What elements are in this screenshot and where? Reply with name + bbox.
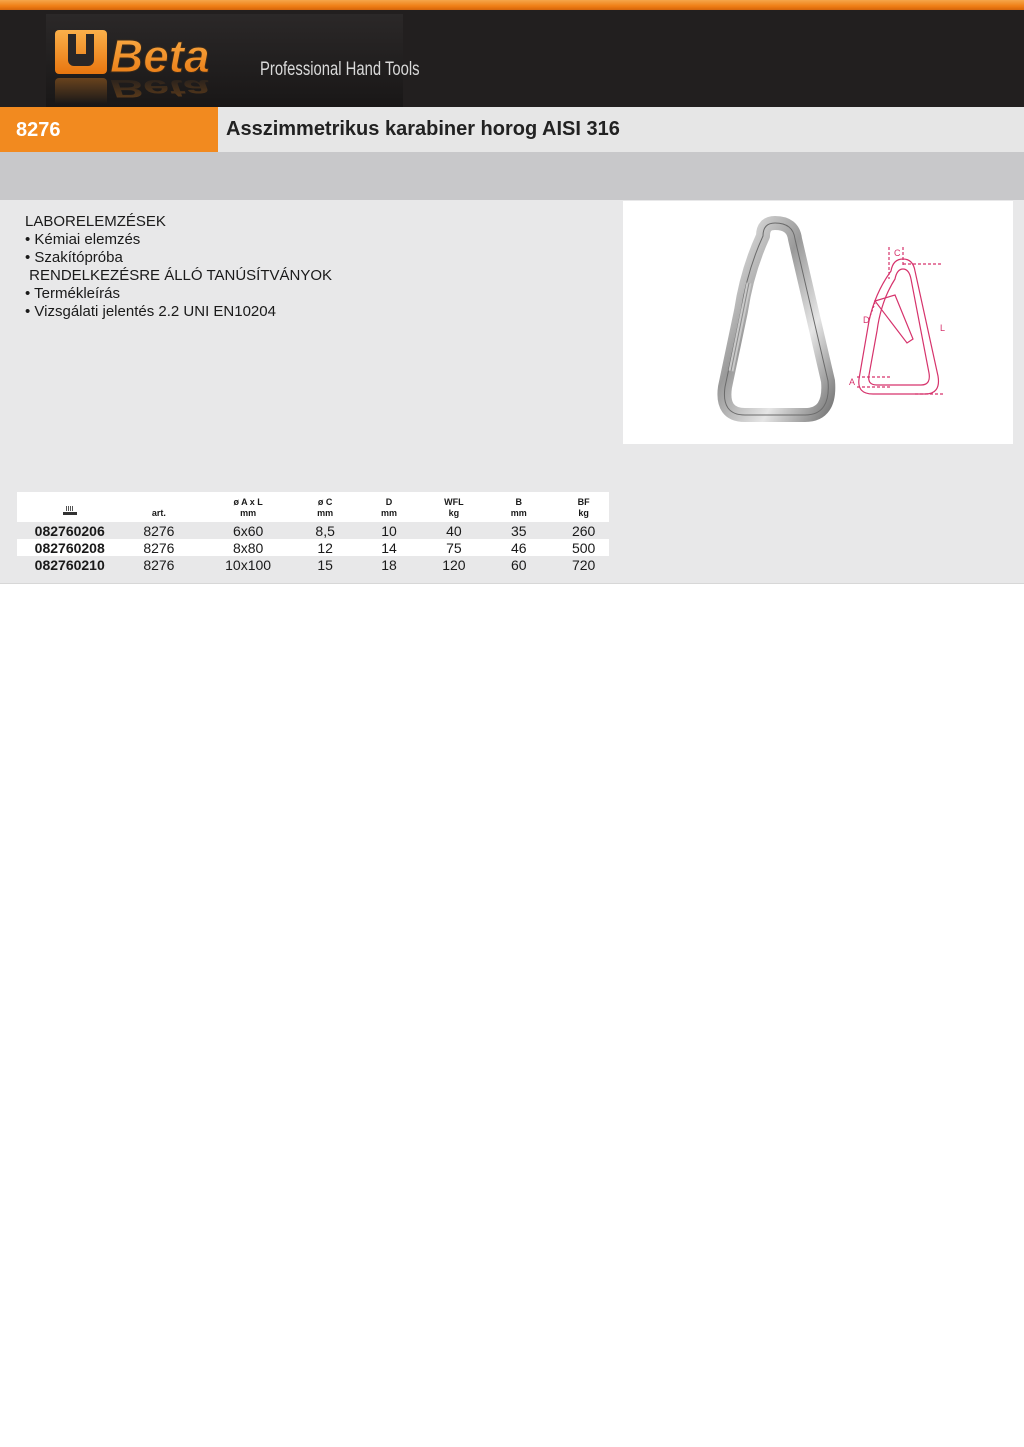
table-header-row [17, 492, 609, 522]
header-b: B mm [510, 497, 527, 518]
cell-size: 6x60 [232, 522, 264, 539]
cell-wfl: 120 [442, 556, 466, 573]
specification-table [17, 492, 609, 573]
cell-bf: 720 [571, 556, 596, 573]
description-line: LABORELEMZÉSEK [25, 213, 166, 230]
header-c: ø C mm [317, 497, 334, 518]
cell-wfl: 40 [446, 522, 462, 539]
dimension-label-c: C [894, 248, 901, 258]
logo-wordmark: Beta [110, 30, 210, 82]
content-bottom-border [0, 583, 1024, 584]
header-wfl: WFL kg [444, 497, 464, 518]
brand-logo-panel [46, 14, 420, 107]
brand-tagline: Professional Hand Tools [260, 59, 420, 80]
cell-c: 15 [317, 556, 333, 573]
table-row [17, 556, 609, 573]
header-code-icon [17, 492, 122, 522]
cell-size: 10x100 [225, 556, 272, 573]
cell-bf: 260 [571, 522, 596, 539]
description-line: • Termékleírás [25, 285, 121, 302]
table-row [17, 522, 609, 539]
description-block [25, 213, 332, 321]
description-line: • Vizsgálati jelentés 2.2 UNI EN10204 [25, 303, 276, 320]
header-diameter-length: ø A x L mm [233, 497, 263, 518]
header-bf: BF kg [577, 497, 590, 518]
cell-code: 082760208 [34, 539, 105, 556]
barcode-icon [63, 506, 77, 516]
top-accent-line [0, 0, 1024, 10]
product-illustration [623, 201, 1013, 444]
header-d: D mm [381, 497, 398, 518]
wrench-logo-icon [55, 30, 107, 104]
description-line: • Szakítópróba [25, 249, 123, 266]
dimension-label-d: D [863, 315, 870, 325]
cell-art: 8276 [143, 556, 175, 573]
cell-d: 18 [381, 556, 397, 573]
carabiner-photo [724, 223, 828, 415]
cell-code: 082760206 [34, 522, 105, 539]
product-image-panel [623, 201, 1013, 444]
cell-b: 60 [510, 556, 527, 573]
cell-art: 8276 [143, 522, 175, 539]
cell-d: 10 [381, 522, 397, 539]
logo-reflection: Beta [110, 74, 210, 104]
cell-d: 14 [381, 539, 397, 556]
table-row [17, 539, 609, 556]
cell-c: 8,5 [315, 522, 335, 539]
description-line: RENDELKEZÉSRE ÁLLÓ TANÚSÍTVÁNYOK [25, 267, 333, 284]
dimension-diagram [857, 247, 946, 394]
cell-c: 12 [317, 539, 333, 556]
description-line: • Kémiai elemzés [25, 231, 141, 248]
cell-art: 8276 [143, 539, 175, 556]
section-divider-band [0, 152, 1024, 200]
cell-wfl: 75 [446, 539, 462, 556]
cell-size: 8x80 [232, 539, 264, 556]
dimension-label-l: L [940, 323, 946, 333]
cell-bf: 500 [571, 539, 596, 556]
product-code-box [0, 107, 218, 152]
dimension-label-a: A [849, 377, 856, 387]
product-title: Asszimmetrikus karabiner horog AISI 316 [226, 118, 620, 140]
cell-b: 35 [510, 522, 527, 539]
cell-code: 082760210 [34, 556, 105, 573]
product-code: 8276 [16, 119, 61, 141]
cell-b: 46 [510, 539, 527, 556]
header-art: art. [151, 508, 166, 518]
